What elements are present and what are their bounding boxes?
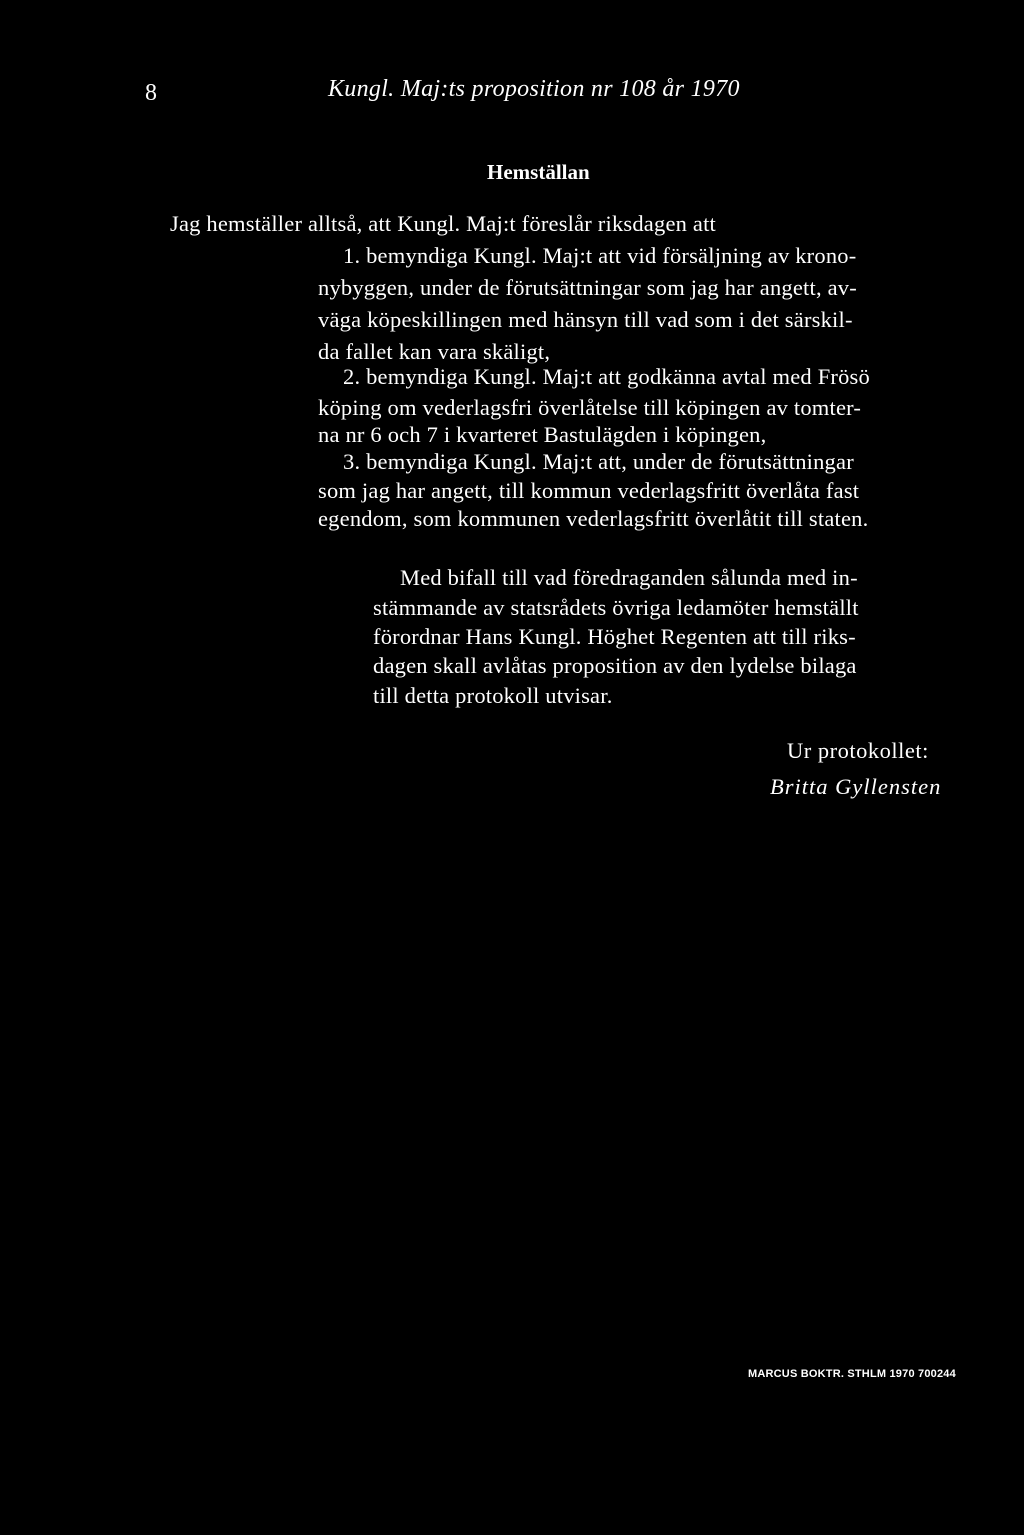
item-1-line-2: nybyggen, under de förutsättningar som jag har angett, av- bbox=[318, 275, 857, 300]
closing-line-5: till detta protokoll utvisar. bbox=[373, 683, 613, 708]
item-2-line-3: na nr 6 och 7 i kvarteret Bastulägden i köpingen, bbox=[318, 422, 767, 447]
item-2-line-2: köping om vederlagsfri överlåtelse till köpingen av tomter- bbox=[318, 395, 862, 420]
closing-line-3: förordnar Hans Kungl. Höghet Regenten att till riks- bbox=[373, 624, 856, 649]
item-3-line-2: som jag har angett, till kommun vederlagsfritt överlåta fast bbox=[318, 478, 860, 503]
intro-line: Jag hemställer alltså, att Kungl. Maj:t föreslår riksdagen att bbox=[170, 211, 716, 236]
closing-line-2: stämmande av statsrådets övriga ledamöter hemställt bbox=[373, 595, 859, 620]
item-3-line-1: 3. bemyndiga Kungl. Maj:t att, under de förutsättningar bbox=[343, 449, 854, 474]
item-3-line-3: egendom, som kommunen vederlagsfritt överlåtit till staten. bbox=[318, 506, 869, 531]
page-number: 8 bbox=[145, 80, 157, 106]
item-1-line-3: väga köpeskillingen med hänsyn till vad som i det särskil- bbox=[318, 307, 853, 332]
item-1-line-4: da fallet kan vara skäligt, bbox=[318, 339, 551, 364]
signature-name: Britta Gyllensten bbox=[770, 774, 942, 799]
signature-label: Ur protokollet: bbox=[787, 738, 929, 763]
item-1-line-1: 1. bemyndiga Kungl. Maj:t att vid försäljning av krono- bbox=[343, 243, 857, 268]
closing-line-4: dagen skall avlåtas proposition av den lydelse bilaga bbox=[373, 653, 857, 678]
closing-line-1: Med bifall till vad föredraganden sålunda med in- bbox=[400, 565, 858, 590]
section-heading: Hemställan bbox=[487, 160, 590, 184]
printer-imprint: MARCUS BOKTR. STHLM 1970 700244 bbox=[748, 1368, 956, 1380]
running-title: Kungl. Maj:ts proposition nr 108 år 1970 bbox=[328, 76, 740, 102]
item-2-line-1: 2. bemyndiga Kungl. Maj:t att godkänna avtal med Frösö bbox=[343, 364, 870, 389]
